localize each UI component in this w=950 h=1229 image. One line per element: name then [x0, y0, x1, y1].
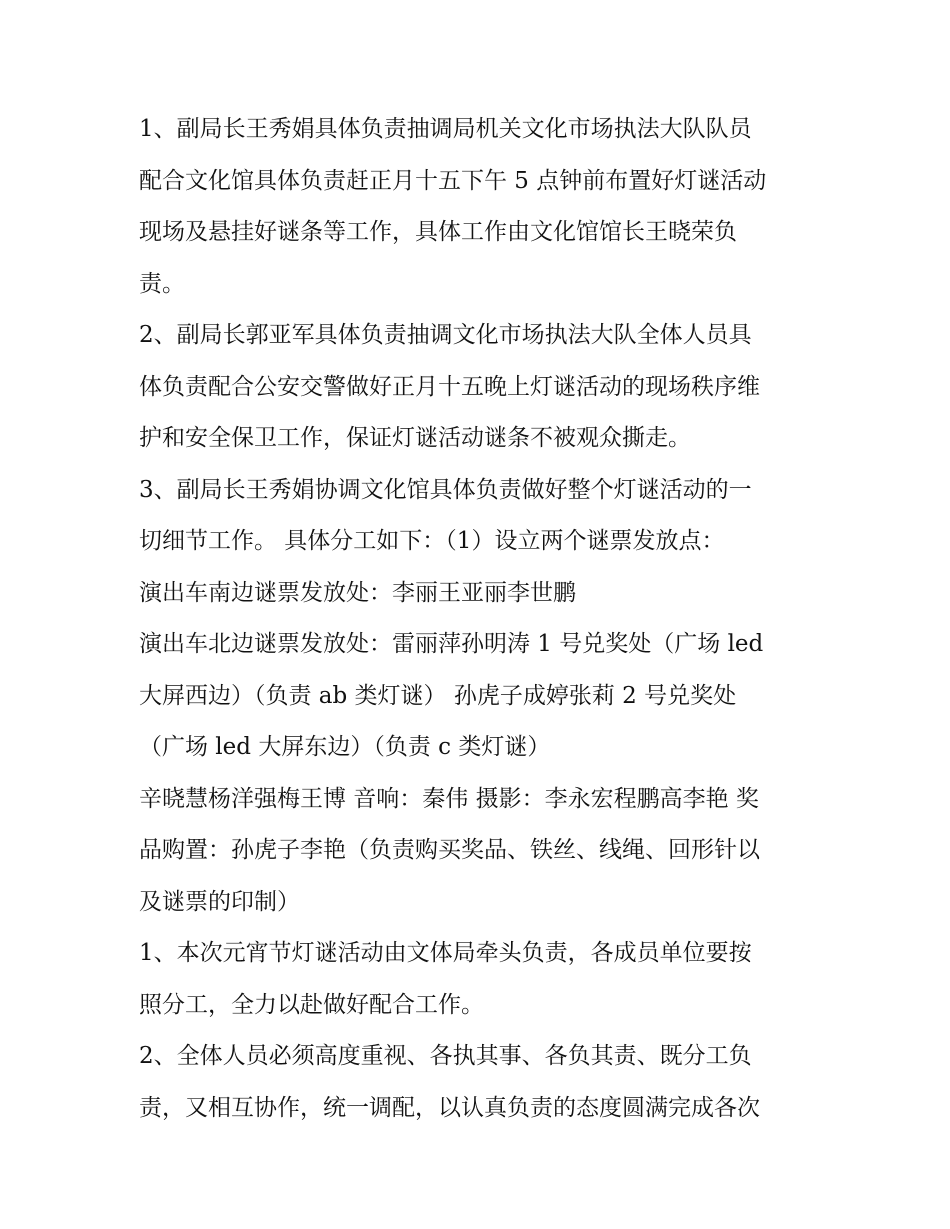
text-line: 大屏西边）（负责 ab 类灯谜） 孙虎子成婷张莉 2 号兑奖处 — [139, 682, 737, 709]
text-line: 责，又相互协作，统一调配，以认真负责的态度圆满完成各次 — [139, 1094, 760, 1121]
text-line: 2、全体人员必须高度重视、各执其事、各负其责、既分工负 — [139, 1043, 752, 1069]
text-line: 配合文化馆具体负责赶正月十五下午 5 点钟前布置好灯谜活动 — [139, 167, 767, 194]
text-line: 体负责配合公安交警做好正月十五晚上灯谜活动的现场秩序维 — [139, 373, 760, 400]
text-line: 1、本次元宵节灯谜活动由文体局牵头负责，各成员单位要按 — [139, 940, 752, 966]
text-line: 现场及悬挂好谜条等工作，具体工作由文化馆馆长王晓荣负 — [139, 219, 737, 245]
text-line: 2、副局长郭亚军具体负责抽调文化市场执法大队全体人员具 — [139, 322, 752, 348]
text-line: 切细节工作。 具体分工如下：（1）设立两个谜票发放点： — [139, 528, 725, 554]
document-body — [139, 104, 829, 1134]
text-line: 演出车南边谜票发放处：李丽王亚丽李世鹏 — [139, 579, 576, 606]
text-line: 演出车北边谜票发放处：雷丽萍孙明涛 1 号兑奖处（广场 led — [139, 631, 764, 657]
text-line: 护和安全保卫工作，保证灯谜活动谜条不被观众撕走。 — [139, 425, 691, 451]
text-line: （广场 led 大屏东边）（负责 c 类灯谜） — [139, 734, 551, 760]
text-line: 1、副局长王秀娟具体负责抽调局机关文化市场执法大队队员 — [139, 116, 752, 142]
text-line: 品购置：孙虎子李艳（负责购买奖品、铁丝、线绳、回形针以 — [139, 837, 760, 863]
text-line: 责。 — [139, 270, 185, 297]
text-line: 照分工，全力以赴做好配合工作。 — [139, 991, 484, 1018]
text-line: 3、副局长王秀娟协调文化馆具体负责做好整个灯谜活动的一 — [139, 476, 752, 503]
text-line: 辛晓慧杨洋强梅王博 音响：秦伟 摄影：李永宏程鹏高李艳 奖 — [139, 785, 759, 812]
text-line: 及谜票的印制） — [139, 888, 300, 915]
